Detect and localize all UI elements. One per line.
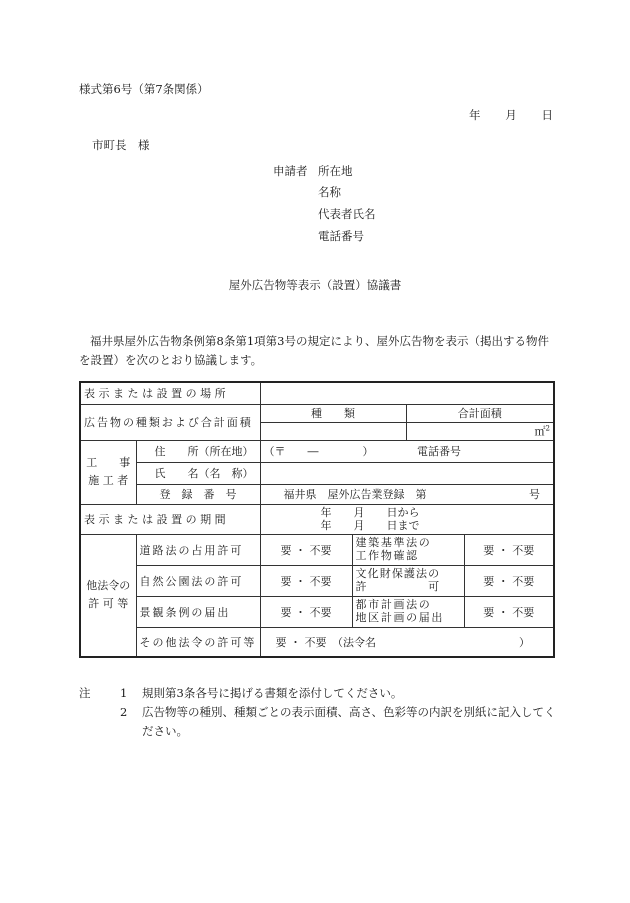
applicant-phone: 電話番号 (318, 229, 364, 243)
note-number: 1 (120, 686, 128, 700)
contractor-label-line1: 工 事 (86, 456, 131, 469)
area-unit: ㎡ (534, 425, 546, 438)
notes-label: 注 (79, 686, 91, 700)
type-area-row (80, 404, 554, 422)
note-text: 広告物等の種別、種類ごとの表示面積、高さ、色彩等の内訳を別紙に記入してください。 (142, 705, 556, 738)
applicant-label: 申請者 (273, 164, 308, 178)
permit-right-label-line1: 建築基準法の (355, 535, 432, 549)
applicant-name: 名称 (318, 185, 341, 199)
permit-row (80, 565, 554, 596)
other-laws-label-line2: 許 可 等 (88, 597, 129, 611)
permit-right-label (353, 566, 465, 596)
document-title: 屋外広告物等表示（設置）協議書 (228, 278, 402, 292)
date-line (469, 107, 553, 123)
permit-right-value[interactable]: 要 ・ 不要 (483, 543, 535, 557)
postal-code: （〒 ― ） (263, 445, 374, 458)
period-input[interactable] (260, 504, 554, 534)
area-header: 合計面積 (406, 404, 554, 422)
period-to: 年 月 日まで (320, 519, 420, 532)
permit-row (80, 534, 554, 565)
registration-input[interactable] (260, 484, 554, 504)
location-row (80, 382, 554, 404)
note-text: 規則第3条各号に掲げる書類を添付してください。 (142, 686, 403, 700)
application-table (79, 381, 555, 658)
permit-right-label-line2: 地区計画の届出 (355, 610, 445, 624)
other-permit-label: その他法令の許可等 (136, 627, 260, 657)
permit-right-value[interactable]: 要 ・ 不要 (483, 574, 535, 588)
other-permit-input[interactable] (260, 627, 554, 657)
contractor-name-input[interactable] (260, 462, 554, 484)
contractor-name-label: 氏 名（名 称） (136, 462, 260, 484)
permit-left-label: 道路法の占用許可 (136, 534, 260, 565)
area-input[interactable] (406, 422, 554, 440)
contractor-name-row (80, 462, 554, 484)
addressee: 市町長 様 (92, 138, 150, 152)
permit-left-value[interactable]: 要 ・ 不要 (260, 534, 352, 565)
note-item (79, 684, 559, 703)
contractor-address-row (80, 440, 554, 462)
date-day: 日 (541, 108, 553, 122)
contractor-address-input[interactable] (260, 440, 554, 462)
note-number: 2 (120, 705, 128, 719)
permit-right-cell (352, 596, 554, 627)
permit-right-label (353, 597, 465, 627)
permit-right-value[interactable]: 要 ・ 不要 (483, 605, 535, 619)
area-unit-sup: 2 (545, 424, 551, 433)
permit-left-label: 景観条例の届出 (136, 596, 260, 627)
note-item (79, 703, 559, 741)
location-input[interactable] (260, 382, 554, 404)
permit-left-value[interactable]: 要 ・ 不要 (260, 596, 352, 627)
registration-suffix: 号 (529, 488, 541, 501)
registration-text: 福井県 屋外広告業登録 第 (283, 488, 427, 501)
other-laws-label-line1: 他法令の (86, 579, 131, 593)
permit-right-label-line1: 文化財保護法の (355, 566, 441, 580)
period-from: 年 月 日から (320, 506, 420, 519)
registration-label: 登 録 番 号 (136, 484, 260, 504)
permit-row (80, 596, 554, 627)
form-number: 様式第6号（第7条関係） (79, 82, 209, 96)
other-permit-close: ） (519, 635, 531, 649)
permit-left-value[interactable]: 要 ・ 不要 (260, 565, 352, 596)
permit-right-cell (352, 534, 554, 565)
date-month: 月 (505, 108, 517, 122)
permit-left-label: 自然公園法の許可 (136, 565, 260, 596)
permit-right-label (353, 535, 465, 565)
other-permit-value: 要 ・ 不要 （法令名 (275, 635, 377, 649)
applicant-address: 所在地 (318, 164, 353, 178)
other-laws-label (80, 534, 136, 657)
other-permit-row (80, 627, 554, 657)
contractor-phone-label: 電話番号 (417, 445, 462, 458)
permit-right-label-line1: 都市計画法の (355, 597, 432, 611)
contractor-label (80, 440, 136, 504)
type-input[interactable] (260, 422, 406, 440)
permit-right-label-line2: 工作物確認 (355, 548, 419, 562)
period-row (80, 504, 554, 534)
period-label: 表示または設置の期間 (80, 504, 260, 534)
permit-right-cell (352, 565, 554, 596)
permit-right-label-line2: 許 可 (355, 579, 441, 593)
type-area-label: 広告物の種類および合計面積 (80, 404, 260, 440)
registration-row (80, 484, 554, 504)
applicant-representative: 代表者氏名 (318, 207, 376, 221)
type-header: 種 類 (260, 404, 406, 422)
contractor-address-label: 住 所（所在地） (136, 440, 260, 462)
location-label: 表示または設置の場所 (80, 382, 260, 404)
intro-paragraph: 福井県屋外広告物条例第8条第1項第3号の規定により、屋外広告物を表示（掲出する物件を設置）を次のとおり協議します。 (79, 334, 549, 367)
contractor-label-line2: 施 工 者 (88, 474, 129, 487)
notes (79, 684, 559, 741)
date-year: 年 (469, 108, 481, 122)
